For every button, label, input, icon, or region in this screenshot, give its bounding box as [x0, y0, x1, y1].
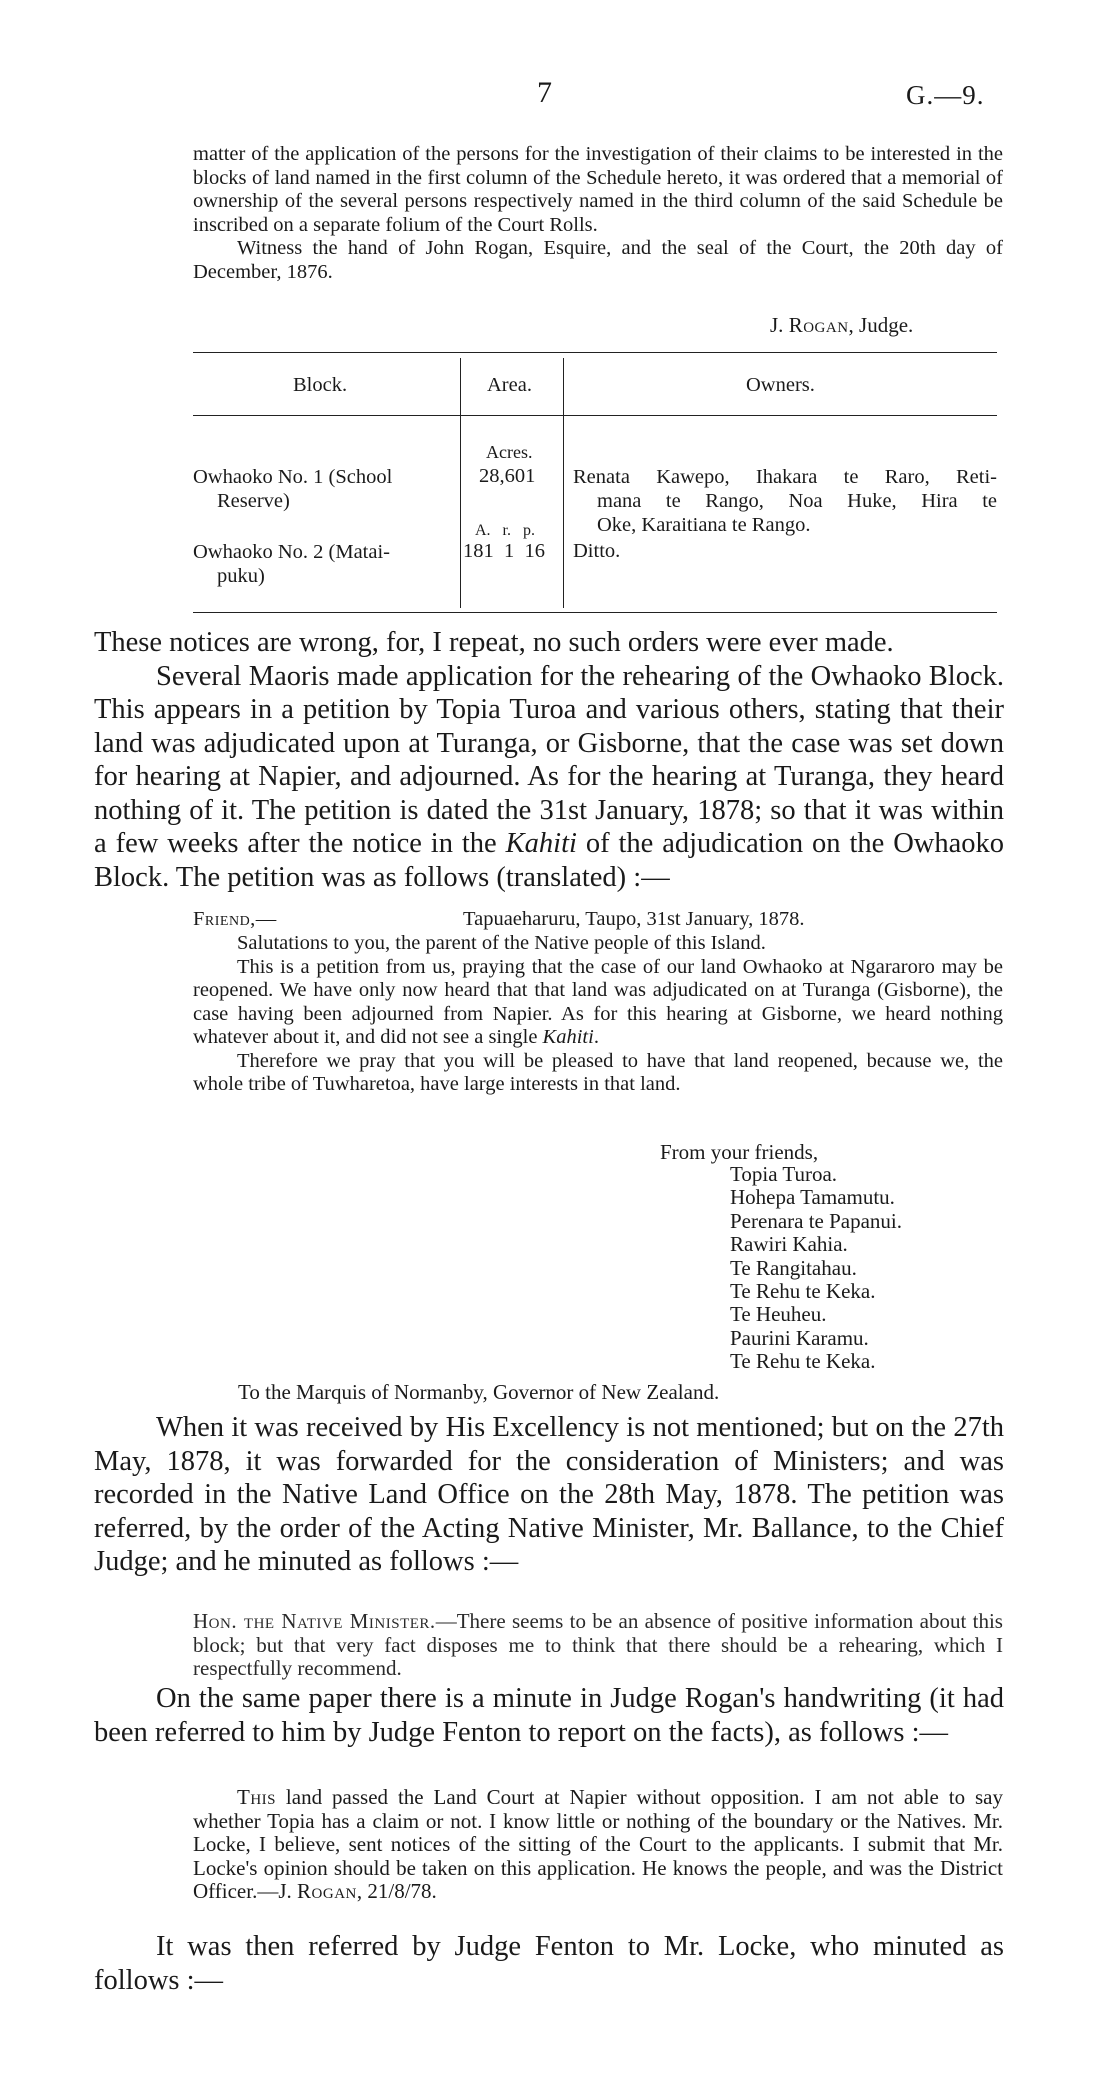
- row2-area: 181 1 16: [463, 540, 545, 562]
- narrative-paragraph: When it was received by His Excellency is not mentioned; but on the 27th May, 1878, it was forwarded for the consideration of Ministers; and was recorded in the Native Land Office on the 28th May, 1878. The petition was referred, by the order of the Acting Native Minister, Mr. Ballance, to the Chief Judge; and he minuted as follows :—: [94, 1412, 1004, 1577]
- unit-acres: Acres.: [486, 442, 533, 462]
- table-rule-bottom: [193, 612, 997, 613]
- narrative-paragraph: It was then referred by Judge Fenton to Mr. Locke, who minuted as follows :—: [94, 1931, 1004, 1996]
- petition-closing: From your friends,: [660, 1140, 819, 1164]
- signatory-name: Te Heuheu.: [730, 1302, 827, 1327]
- petition-paragraph: This is a petition from us, praying that the case of our land Owhaoko at Ngararoro may be reopened. We have only now heard that that land was adjudicated on at Turanga (Gisborne), the case having been adjourned from Napier. As for this hearing at Gisborne, we heard nothing whatever about it, and did not see a single Kahiti.: [193, 955, 1003, 1048]
- signatory-list: [730, 1163, 902, 1374]
- narrative-paragraph: Several Maoris made application for the rehearing of the Owhaoko Block. This appears in a petition by Topia Turoa and various others, stating that their land was adjudicated upon at Turanga, or Gisborne, that the case was set down for hearing at Napier, and adjourned. As for the hearing at Turanga, they heard nothing of it. The petition is dated the 31st January, 1878; so that it was within a few weeks after the notice in the Kahiti of the adjudication on the Owhaoko Block. The petition was as follows (translated) :—: [94, 660, 1005, 893]
- table-column-rule: [460, 358, 461, 608]
- table-header-block: Block.: [293, 374, 348, 396]
- signatory-name: Paurini Karamu.: [730, 1325, 869, 1350]
- preamble-paragraph: matter of the application of the persons for the investigation of their claims to be interested in the blocks of land named in the first column of the Schedule hereto, it was ordered that a memorial of ownership of the several persons respectively named in the third column of the said Schedule be inscribed on a separate folium of the Court Rolls.: [193, 143, 1003, 236]
- signatory-name: Te Rehu te Keka.: [730, 1349, 876, 1374]
- petition-paragraph: Salutations to you, the parent of the Native people of this Island.: [237, 932, 766, 954]
- petition-heading: [193, 908, 1003, 932]
- schedule-preamble: [193, 143, 1003, 284]
- narrative-paragraph: On the same paper there is a minute in Judge Rogan's handwriting (it had been referred to him by Judge Fenton to report on the facts), as follows :—: [94, 1683, 1004, 1748]
- table-header-area: Area.: [487, 374, 532, 396]
- narrative-continued: [94, 1930, 1004, 1997]
- narrative-continued: [94, 1682, 1004, 1749]
- table-rule-top: [193, 352, 997, 353]
- main-narrative: [94, 626, 1004, 894]
- paper-reference: G.—9.: [906, 80, 985, 110]
- minute-addressee: Hon. the Native Minister.: [193, 1609, 436, 1633]
- signatory-name: Topia Turoa.: [730, 1162, 838, 1186]
- narrative-continued: [94, 1411, 1004, 1579]
- row2-owners: Ditto.: [573, 540, 621, 562]
- row1-owners: Renata Kawepo, Ihakara te Raro, Reti- mana te Rango, Noa Huke, Hira te Oke, Karaitiana te Rango.: [573, 466, 997, 536]
- petition-quote: [193, 908, 1003, 1097]
- row1-block: Owhaoko No. 1 (School Reserve): [193, 466, 393, 512]
- signatory-name: Rawiri Kahia.: [730, 1232, 848, 1257]
- table-column-rule: [563, 358, 564, 608]
- judge-signature: J. Rogan, Judge.: [770, 313, 914, 337]
- petition-addressee: To the Marquis of Normanby, Governor of New Zealand.: [238, 1380, 720, 1404]
- petition-salutation: Friend,—: [193, 908, 277, 930]
- table-rule-header: [193, 415, 997, 416]
- signatory-name: Te Rangitahau.: [730, 1255, 857, 1280]
- petition-place-date: Tapuaeharuru, Taupo, 31st January, 1878.: [463, 908, 805, 930]
- petition-paragraph: Therefore we pray that you will be pleased to have that land reopened, because we, the whole tribe of Tuwharetoa, have large interests in that land.: [193, 1049, 1003, 1095]
- table-header-owners: Owners.: [746, 374, 815, 396]
- schedule-table: [193, 352, 997, 614]
- row2-block: Owhaoko No. 2 (Matai- puku): [193, 541, 390, 587]
- signatory-name: Hohepa Tamamutu.: [730, 1185, 895, 1210]
- signatory-name: Te Rehu te Keka.: [730, 1279, 876, 1304]
- rogan-minute: This land passed the Land Court at Napier without opposition. I am not able to say whether Topia has a claim or not. I know little or nothing of the boundary or the Natives. Mr. Locke, I believe, sent notices of the sitting of the Court to the applicants. I submit that Mr. Locke's opinion should be taken on this application. He knows the people, and was the District Officer.—J. Rogan, 21/8/78.: [193, 1785, 1003, 1903]
- witness-paragraph: Witness the hand of John Rogan, Esquire, and the seal of the Court, the 20th day of December, 1876.: [193, 237, 1003, 283]
- row1-area: 28,601: [479, 465, 536, 487]
- chief-judge-minute: Hon. the Native Minister.—There seems to be an absence of positive information about this block; but that very fact disposes me to think that there should be a rehearing, which I respectfully recommend.: [193, 1609, 1003, 1680]
- signatory-name: Perenara te Papanui.: [730, 1208, 903, 1233]
- unit-arp: A. r. p.: [475, 522, 535, 539]
- page-number: 7: [537, 76, 552, 109]
- narrative-paragraph: These notices are wrong, for, I repeat, no such orders were ever made.: [94, 627, 894, 658]
